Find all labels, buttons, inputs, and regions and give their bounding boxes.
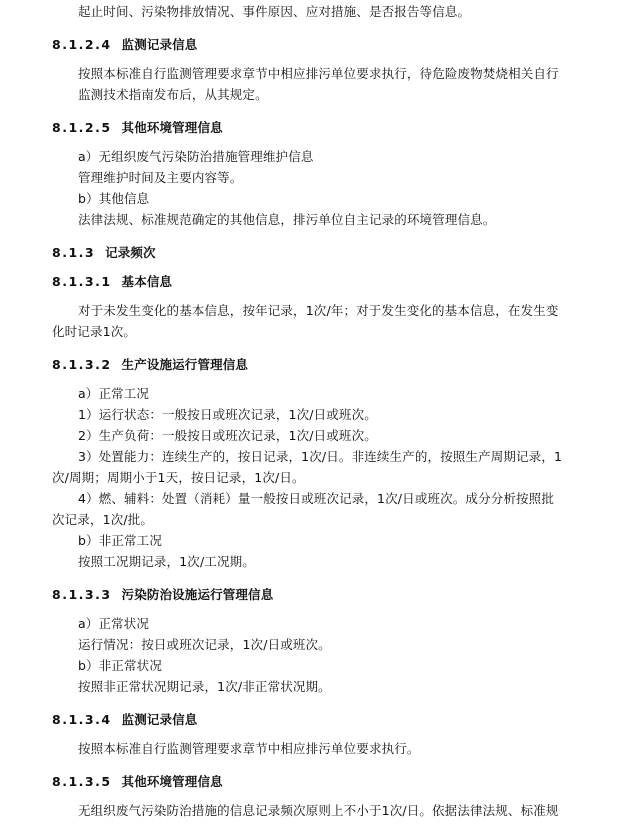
section-number: 8.1.3.3 [52, 587, 112, 602]
paragraph-line: 监测技术指南发布后，从其规定。 [78, 87, 268, 102]
section-heading-8-1-3-1 [52, 274, 172, 290]
paragraph-line: 按照工况期记录，1次/工况期。 [78, 554, 255, 569]
section-heading-8-1-3-4 [52, 712, 197, 728]
section-number: 8.1.3.2 [52, 357, 112, 372]
list-item-line: b）非正常状况 [78, 658, 162, 673]
paragraph-line: 按照本标准自行监测管理要求章节中相应排污单位要求执行。 [78, 741, 420, 756]
section-number: 8.1.3 [52, 245, 96, 260]
paragraph-line: 运行情况：按日或班次记录，1次/日或班次。 [78, 637, 331, 652]
section-title: 生产设施运行管理信息 [121, 357, 249, 372]
list-item-line: 2）生产负荷：一般按日或班次记录，1次/日或班次。 [78, 428, 377, 443]
paragraph-line: 法律法规、标准规范确定的其他信息，排污单位自主记录的环境管理信息。 [78, 212, 496, 227]
section-title: 记录频次 [105, 245, 156, 260]
paragraph-line: 按照非正常状况期记录，1次/非正常状况期。 [78, 679, 331, 694]
list-item-line: 3）处置能力：连续生产的，按日记录，1次/日。非连续生产的，按照生产周期记录，1 [78, 449, 563, 464]
section-number: 8.1.3.4 [52, 712, 112, 727]
section-number: 8.1.3.5 [52, 774, 112, 789]
section-title: 污染防治设施运行管理信息 [121, 587, 274, 602]
section-heading-8-1-3-2 [52, 357, 248, 373]
list-item-line: a）正常状况 [78, 616, 150, 631]
section-title: 其他环境管理信息 [121, 774, 223, 789]
section-heading-8-1-3 [52, 245, 156, 261]
list-item-line: 4）燃、辅料：处置（消耗）量一般按日或班次记录，1次/日或班次。成分分析按照批 [78, 491, 554, 506]
section-title: 其他环境管理信息 [121, 120, 223, 135]
paragraph-line: 无组织废气污染防治措施的信息记录频次原则上不小于1次/日。依据法律法规、标准规 [78, 803, 559, 818]
section-title: 基本信息 [121, 274, 173, 289]
paragraph-line: 次记录，1次/批。 [52, 512, 154, 527]
section-heading-8-1-3-3 [52, 587, 273, 603]
section-title: 监测记录信息 [121, 712, 198, 727]
paragraph-line: 次/周期；周期小于1天，按日记录，1次/日。 [52, 470, 305, 485]
section-heading-8-1-3-5 [52, 774, 223, 790]
paragraph-line: 按照本标准自行监测管理要求章节中相应排污单位要求执行，待危险废物焚烧相关自行 [78, 66, 559, 81]
list-item-line: a）无组织废气污染防治措施管理维护信息 [78, 149, 314, 164]
list-item-line: a）正常工况 [78, 386, 150, 401]
paragraph-line: 化时记录1次。 [52, 324, 137, 339]
list-item-line: b）非正常工况 [78, 533, 162, 548]
section-number: 8.1.3.1 [52, 274, 112, 289]
section-heading-8-1-2-4 [52, 37, 197, 53]
section-heading-8-1-2-5 [52, 120, 223, 136]
list-item-line: b）其他信息 [78, 191, 150, 206]
paragraph-line: 管理维护时间及主要内容等。 [78, 170, 243, 185]
paragraph-line: 起止时间、污染物排放情况、事件原因、应对措施、是否报告等信息。 [78, 4, 471, 19]
section-number: 8.1.2.5 [52, 120, 112, 135]
list-item-line: 1）运行状态：一般按日或班次记录，1次/日或班次。 [78, 407, 377, 422]
section-title: 监测记录信息 [121, 37, 198, 52]
section-number: 8.1.2.4 [52, 37, 112, 52]
paragraph-line: 对于未发生变化的基本信息，按年记录，1次/年；对于发生变化的基本信息，在发生变 [78, 303, 559, 318]
